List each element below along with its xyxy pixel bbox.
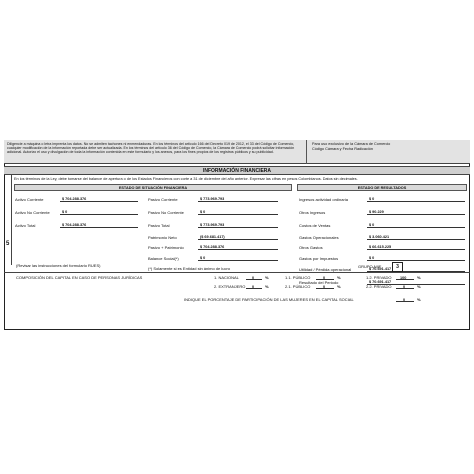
- section-intro: En los términos de la Ley, debe tomarse del balance de apertura o de los Estados Financieros con corte a 31 de diciembre del año anterior. Expresar las cifras en pesos Colombianos. Datos sin decimales.: [14, 177, 358, 181]
- activo-no-corriente-field[interactable]: [60, 207, 138, 215]
- patrimonio-neto-label: Patrimonio Neto: [148, 235, 177, 240]
- gastos-operacionales-label: Gastos Operacionales: [299, 235, 339, 240]
- ingresos-ordinaria-value: $ 0: [369, 197, 375, 201]
- women-participation-label: INDIQUE EL PORCENTAJE DE PARTICIPACIÓN DE LAS MUJERES EN EL CAPITAL SOCIAL: [184, 297, 354, 302]
- balance-social-label: Balance Social(*): [148, 256, 179, 261]
- pasivo-corriente-value: $ 773.969.793: [200, 197, 225, 201]
- pasivo-total-label: Pasivo Total: [148, 223, 170, 228]
- activo-total-value: $ 704.288.376: [62, 223, 87, 227]
- balance-footnote: (*) Solamente si es Entidad sin ánimo de lucro: [148, 266, 231, 271]
- utilidad-operacional-label: Utilidad / Pérdida operacional: [299, 267, 352, 272]
- balance-title: ESTADO DE SITUACIÓN FINANCIERA: [14, 184, 292, 191]
- header-instructions: Diligencie a máquina o letra imprenta los datos. No se admiten tachones ni enmendaduras. En los términos del artículo 166 del Decreto 019 de 2012, el 33 del Código de Comercio, cualquier modificación de la información reportada debe ser actualizada. En los términos del artículo 36 del Código de Comercio, la Cámara de Comercio podrá solicitar información adicional. Autorizo el uso y divulgación de toda la información contenida en este formulario y los anexos, para los fines propios de los registros públicos y su publicidad.: [7, 142, 295, 155]
- capital-nacional-label: 1. NACIONAL: [214, 275, 239, 280]
- capital-privado-1-label: 1.2. PRIVADO: [366, 275, 392, 280]
- balance-social-value: $ 0: [200, 256, 206, 260]
- capital-extranjero-label: 2. EXTRANJERO: [214, 284, 246, 289]
- pasivo-patrimonio-label: Pasivo + Patrimonio: [148, 245, 184, 250]
- capital-privado-2-value: 0: [403, 285, 406, 289]
- ingresos-ordinaria-label: Ingresos actividad ordinaria: [299, 197, 348, 202]
- section-number-column: [4, 175, 12, 265]
- pasivo-no-corriente-value: $ 0: [200, 210, 206, 214]
- capital-privado-2-label: 2.2. PRIVADO: [366, 284, 392, 289]
- resultado-periodo-label: Resultado del Periodo: [299, 280, 339, 285]
- grupo-niif-label: GRUPO NIIF: [358, 264, 382, 269]
- capital-publico-1-label: 1.1. PÚBLICO: [285, 275, 311, 280]
- ingresos-ordinaria-field[interactable]: [367, 194, 465, 202]
- pasivo-no-corriente-label: Pasivo No Corriente: [148, 210, 184, 215]
- gastos-impuestos-value: $ 0: [369, 256, 375, 260]
- section-title: INFORMACIÓN FINANCIERA: [4, 166, 470, 175]
- otros-ingresos-value: $ 90.229: [369, 210, 384, 214]
- activo-corriente-value: $ 704.288.376: [62, 197, 87, 201]
- patrimonio-neto-value: ($ 69.681.417): [200, 235, 225, 239]
- pasivo-total-value: $ 773.969.793: [200, 223, 225, 227]
- balance-social-field[interactable]: [198, 253, 278, 261]
- results-title: ESTADO DE RESULTADOS: [297, 184, 467, 191]
- capital-publico-2-pct: %: [337, 284, 341, 289]
- costos-ventas-field[interactable]: [367, 220, 465, 228]
- otros-gastos-value: $ 66.615.225: [369, 245, 392, 249]
- otros-gastos-label: Otros Gastos: [299, 245, 323, 250]
- utilidad-operacional-value: $ 70.691.417: [369, 267, 392, 271]
- capital-publico-1-pct: %: [337, 275, 341, 280]
- capital-privado-2-pct: %: [417, 284, 421, 289]
- women-participation-value: 0: [403, 298, 406, 302]
- capital-extranjero-pct: %: [265, 284, 269, 289]
- resultado-periodo-value: $ 70.691.417: [369, 280, 392, 284]
- section-number: 5: [6, 241, 10, 247]
- gastos-operacionales-value: $ 3.060.421: [369, 235, 390, 239]
- header-chamber-code: Código Cámara y Fecha Radicación: [312, 147, 373, 151]
- capital-privado-1-pct: %: [417, 275, 421, 280]
- pasivo-patrimonio-value: $ 704.288.376: [200, 245, 225, 249]
- capital-privado-1-value: 100: [400, 276, 407, 280]
- pasivo-no-corriente-field[interactable]: [198, 207, 278, 215]
- capital-extranjero-value: 0: [252, 285, 255, 289]
- activo-no-corriente-label: Activo No Corriente: [15, 210, 50, 215]
- capital-title: COMPOSICIÓN DEL CAPITAL EN CASO DE PERSONAS JURÍDICAS: [16, 275, 143, 280]
- capital-publico-2-label: 2.1. PÚBLICO: [285, 284, 311, 289]
- gastos-impuestos-field[interactable]: [367, 253, 465, 261]
- women-participation-pct: %: [417, 297, 421, 302]
- costos-ventas-label: Costos de Ventas: [299, 223, 331, 228]
- header-divider: [306, 140, 307, 164]
- gastos-impuestos-label: Gastos por Impuestos: [299, 256, 339, 261]
- rues-note: (Revisar las instrucciones del formulario RUES): [16, 263, 101, 268]
- grupo-niif-field[interactable]: 3: [392, 262, 403, 272]
- capital-nacional-pct: %: [265, 275, 269, 280]
- costos-ventas-value: $ 0: [369, 223, 375, 227]
- otros-ingresos-label: Otros Ingresos: [299, 210, 326, 215]
- activo-total-label: Activo Total: [15, 223, 36, 228]
- header-office-use: Para uso exclusivo de la Cámara de Comercio: [312, 142, 391, 146]
- activo-no-corriente-value: $ 0: [62, 210, 68, 214]
- capital-nacional-value: 0: [252, 276, 255, 280]
- capital-publico-1-value: 0: [323, 276, 326, 280]
- pasivo-corriente-label: Pasivo Corriente: [148, 197, 178, 202]
- activo-corriente-label: Activo Corriente: [15, 197, 44, 202]
- capital-publico-2-value: 0: [323, 285, 326, 289]
